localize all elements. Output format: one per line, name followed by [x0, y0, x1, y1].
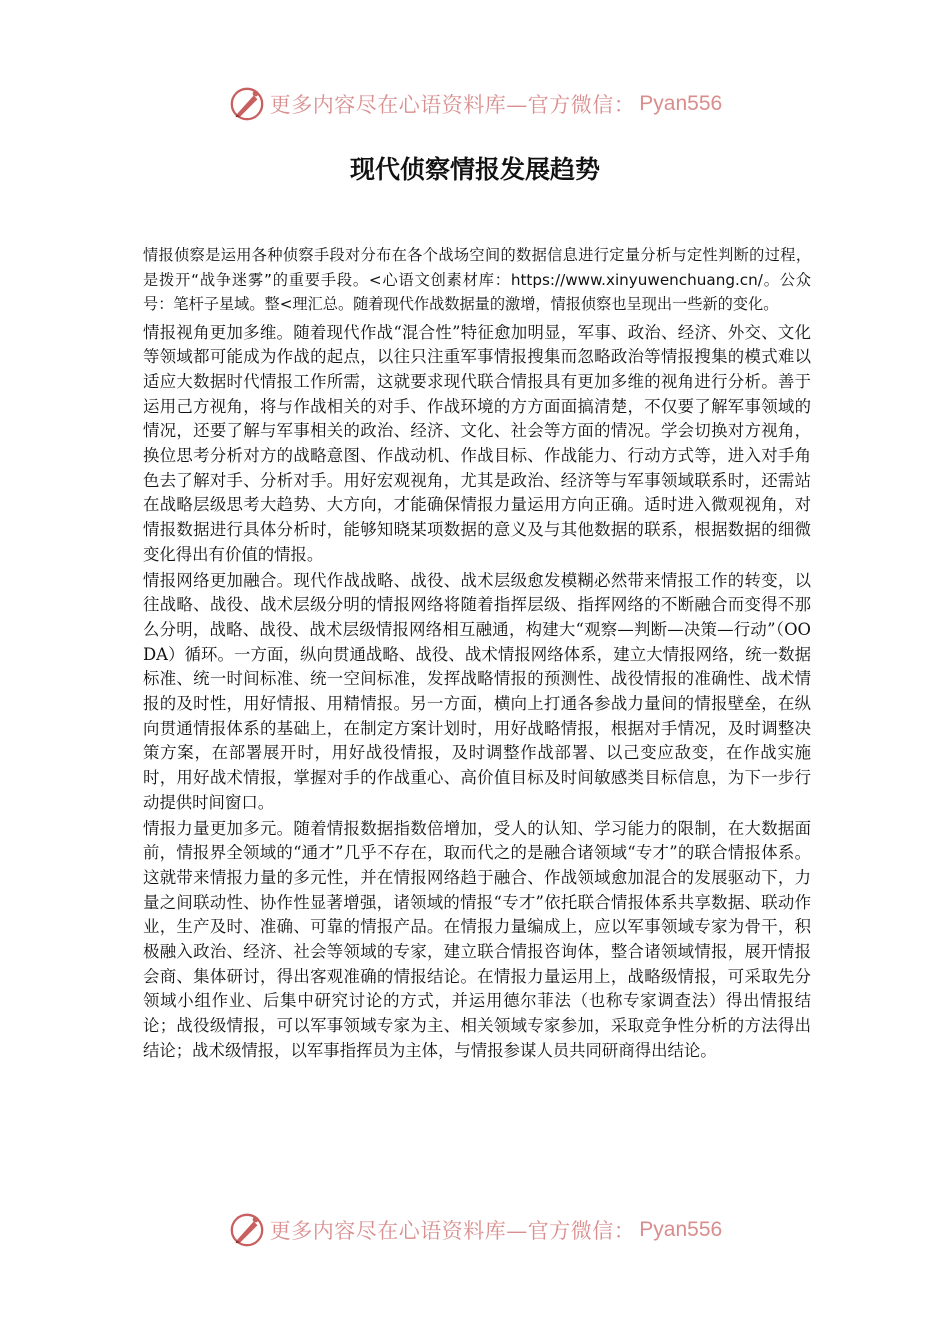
- banner-text: 更多内容尽在心语资料库—官方微信：: [269, 93, 636, 117]
- paragraph-network: 情报网络更加融合。现代作战战略、战役、战术层级愈发模糊必然带来情报工作的转变，以往战略、战役、战术层级分明的情报网络将随着指挥层级、指挥网络的不断融合而变得不那么分明，战略、战役、战术层级情报网络相互融通，构建大“观察—判断—决策—行动”（OODA）循环。一方面，纵向贯通战略、战役、战术情报网络体系，建立大情报网络，统一数据标准、统一时间标准、统一空间标准，发挥战略情报的预测性、战役情报的准确性、战术情报的及时性，用好情报、用精情报。另一方面，横向上打通各参战力量间的情报壁垒，在纵向贯通情报体系的基础上，在制定方案计划时，用好战略情报，根据对手情况，及时调整决策方案，在部署展开时，用好战役情报，及时调整作战部署、以己变应敌变，在作战实施时，用好战术情报，掌握对手的作战重心、高价值目标及时间敏感类目标信息，为下一步行动提供时间窗口。: [143, 570, 811, 812]
- footer-banner: [0, 1208, 950, 1252]
- wechat-id: Pyan556: [639, 92, 723, 115]
- pen-logo-icon: [228, 85, 266, 123]
- banner-text: 更多内容尽在心语资料库—官方微信：: [269, 1219, 636, 1243]
- wechat-id: Pyan556: [639, 1218, 723, 1241]
- intro-paragraph: 情报侦察是运用各种侦察手段对分布在各个战场空间的数据信息进行定量分析与定性判断的过程，是拨开“战争迷雾”的重要手段。<心语文创素材库：https://www.xinyuwenchuang.cn/。公众号：笔杆子星域。整<理汇总。随着现代作战数据量的激增，情报侦察也呈现出一些新的变化。: [143, 246, 811, 313]
- paragraph-forces: 情报力量更加多元。随着情报数据指数倍增加，受人的认知、学习能力的限制，在大数据面前，情报界全领域的“通才”几乎不存在，取而代之的是融合诸领域“专才”的联合情报体系。这就带来情报力量的多元性，并在情报网络趋于融合、作战领域愈加混合的发展驱动下，力量之间联动性、协作性显著增强，诸领域的情报“专才”依托联合情报体系共享数据、联动作业，生产及时、准确、可靠的情报产品。在情报力量编成上，应以军事领域专家为骨干，积极融入政治、经济、社会等领域的专家，建立联合情报咨询体，整合诸领域情报，展开情报会商、集体研讨，得出客观准确的情报结论。在情报力量运用上，战略级情报，可采取先分领域小组作业、后集中研究讨论的方式，并运用德尔菲法（也称专家调查法）得出情报结论；战役级情报，可以军事领域专家为主、相关领域专家参加，采取竞争性分析的方法得出结论；战术级情报，以军事指挥员为主体，与情报参谋人员共同研商得出结论。: [143, 818, 811, 1060]
- paragraph-perspective: 情报视角更加多维。随着现代作战“混合性”特征愈加明显，军事、政治、经济、外交、文化等领域都可能成为作战的起点，以往只注重军事情报搜集而忽略政治等情报搜集的模式难以适应大数据时代情报工作所需，这就要求现代联合情报具有更加多维的视角进行分析。善于运用己方视角，将与作战相关的对手、作战环境的方方面面搞清楚，不仅要了解军事领域的情况，还要了解与军事相关的政治、经济、文化、社会等方面的情况。学会切换对方视角，换位思考分析对方的战略意图、作战动机、作战目标、作战能力、行动方式等，进入对手角色去了解对手、分析对手。用好宏观视角，尤其是政治、经济等与军事领域联系时，还需站在战略层级思考大趋势、大方向，才能确保情报力量运用方向正确。适时进入微观视角，对情报数据进行具体分析时，能够知晓某项数据的意义及与其他数据的联系，根据数据的细微变化得出有价值的情报。: [143, 322, 811, 564]
- document-title: 现代侦察情报发展趋势: [349, 155, 600, 184]
- document-body: [143, 243, 811, 1065]
- pen-logo-icon: [228, 1211, 266, 1249]
- header-banner: [0, 82, 950, 126]
